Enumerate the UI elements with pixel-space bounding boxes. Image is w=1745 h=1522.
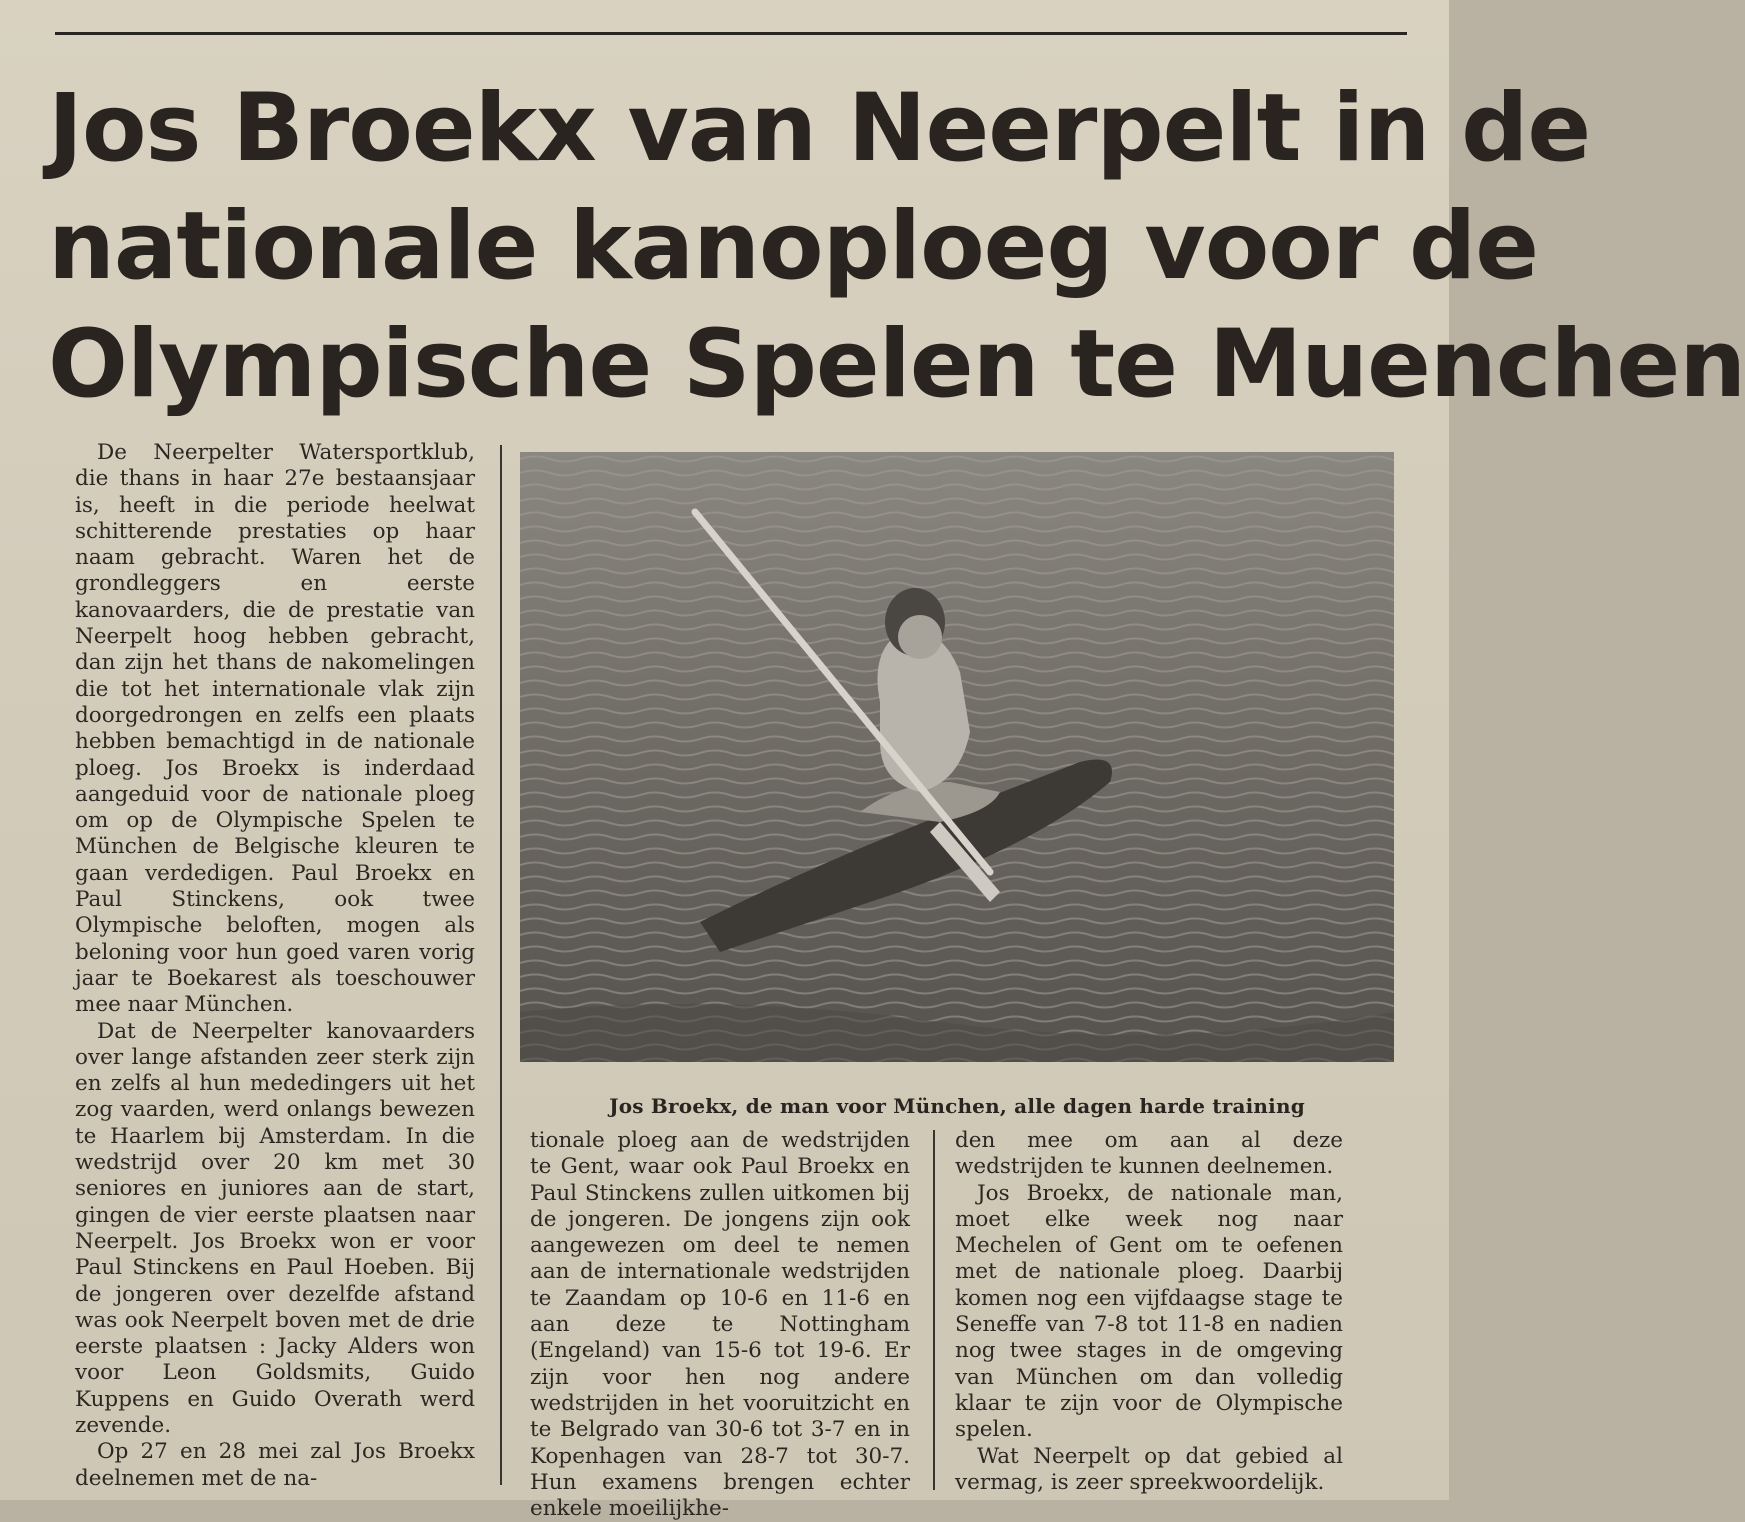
paragraph: Op 27 en 28 mei zal Jos Broekx deelnemen met de na-	[75, 1439, 475, 1491]
paragraph: tionale ploeg aan de wedstrijden te Gent, waar ook Paul Broekx en Paul Stinckens zullen uitkomen bij de jongeren. De jongens zijn ook aangewezen om deel te nemen aan de internationale wedstrijden te Zaandam op 10-6 en 11-6 en aan deze te Nottingham (Engeland) van 15-6 tot 19-6. Er zijn voor hen nog andere wedstrijden in het vooruitzicht en te Belgrado van 30-6 tot 3-7 en in Kopenhagen van 28-7 tot 30-7. Hun examens brengen echter enkele moeilijkhe-	[530, 1128, 910, 1522]
paragraph: Wat Neerpelt op dat gebied al vermag, is zeer spreekwoordelijk.	[955, 1443, 1343, 1495]
top-rule	[55, 32, 1407, 35]
column-divider	[933, 1130, 935, 1490]
paragraph: De Neerpelter Watersportklub, die thans in haar 27e bestaansjaar is, heeft in die periode heelwat schitterende prestaties op haar naam gebracht. Waren het de grondleggers en eerste kanovaarders, die de prestatie van Neerpelt hoog hebben gebracht, dan zijn het thans de nakomelingen die tot het internationale vlak zijn doorgedrongen en zelfs een plaats hebben bemachtigd in de nationale ploeg. Jos Broekx is inderdaad aangeduid voor de nationale ploeg om op de Olympische Spelen te München de Belgische kleuren te gaan verdedigen. Paul Broekx en Paul Stinckens, ook twee Olympische beloften, mogen als beloning voor hun goed varen vorig jaar te Boekarest als toeschouwer mee naar München.	[75, 440, 475, 1018]
headline	[48, 70, 1745, 424]
photo-caption: Jos Broekx, de man voor München, alle dagen harde training	[609, 1094, 1305, 1118]
canoeist-photo	[520, 452, 1394, 1062]
headline-line-2: nationale kanoploeg voor de	[48, 192, 1538, 301]
article-column-middle	[530, 1128, 910, 1522]
article-column-left	[75, 440, 475, 1492]
headline-line-3: Olympische Spelen te Muenchen	[48, 310, 1745, 419]
paragraph: Dat de Neerpelter kanovaarders over lange afstanden zeer sterk zijn en zelfs al hun mededingers uit het zog vaarden, werd onlangs bewezen te Haarlem bij Amsterdam. In die wedstrijd over 20 km met 30 seniores en juniores aan de start, gingen de vier eerste plaatsen naar Neerpelt. Jos Broekx won er voor Paul Stinckens en Paul Hoeben. Bij de jongeren over dezelfde afstand was ook Neerpelt boven met de drie eerste plaatsen : Jacky Alders won voor Leon Goldsmits, Guido Kuppens en Guido Overath werd zevende.	[75, 1018, 475, 1438]
canoeist-photo-drawing	[520, 452, 1394, 1062]
paragraph: den mee om aan al deze wedstrijden te kunnen deelnemen.	[955, 1128, 1343, 1180]
column-divider	[500, 445, 502, 1485]
headline-line-1: Jos Broekx van Neerpelt in de	[48, 74, 1591, 183]
paragraph: Jos Broekx, de nationale man, moet elke week nog naar Mechelen of Gent om te oefenen met de nationale ploeg. Daarbij komen nog een vijfdaagse stage te Seneffe van 7-8 tot 11-8 en nadien nog twee stages in de omgeving van München om dan volledig klaar te zijn voor de Olympische spelen.	[955, 1180, 1343, 1443]
article-column-right	[955, 1128, 1343, 1496]
